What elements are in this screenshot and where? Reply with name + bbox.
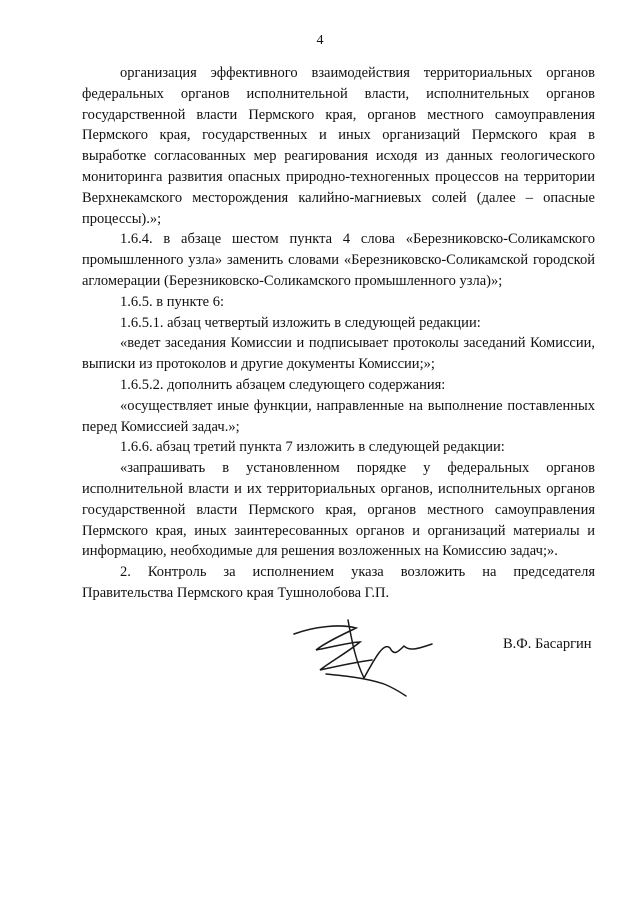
paragraph-1-6-5-1: 1.6.5.1. абзац четвертый изложить в следующей редакции: bbox=[120, 314, 481, 331]
paragraph-1-6-6: 1.6.6. абзац третий пункта 7 изложить в следующей редакции: bbox=[120, 439, 505, 456]
paragraph-quote-meetings: «ведет заседания Комиссии и подписывает протоколы заседаний Комиссии, выписки из протоколов и другие документы Комиссии;»; bbox=[82, 335, 595, 373]
document-body bbox=[82, 63, 595, 604]
paragraph-control: 2. Контроль за исполнением указа возложить на председателя Правительства Пермского края Тушнолобова Г.П. bbox=[82, 564, 595, 601]
paragraph-coordination: организация эффективного взаимодействия территориальных органов федеральных органов исполнительной власти, исполнительных органов государственной власти Пермского края, органов местного самоуправления Пермского края, государственных и иных организаций Пермского края в выработке согласованных мер реагирования исходя из данных геологического мониторинга развития опасных природно-техногенных процессов на территории Верхнекамского месторождения калийно-магниевых солей (далее – опасные процессы).»; bbox=[82, 65, 595, 227]
paragraph-1-6-5: 1.6.5. в пункте 6: bbox=[120, 293, 225, 310]
handwritten-signature bbox=[286, 612, 436, 702]
paragraph-quote-functions: «осуществляет иные функции, направленные на выполнение поставленных перед Комиссией задач.»; bbox=[82, 397, 595, 435]
signer-name: В.Ф. Басаргин bbox=[503, 636, 592, 652]
paragraph-1-6-4: 1.6.4. в абзаце шестом пункта 4 слова «Березниковско-Соликамского промышленного узла» заменить словами «Березниковско-Соликамской городской агломерации (Березниковско-Соликамского промышленного узла)»; bbox=[82, 231, 595, 289]
paragraph-1-6-5-2: 1.6.5.2. дополнить абзацем следующего содержания: bbox=[120, 376, 446, 393]
paragraph-quote-request: «запрашивать в установленном порядке у федеральных органов исполнительной власти и их территориальных органов, исполнительных органов государственной власти Пермского края, органов местного самоуправления Пермского края, иных заинтересованных органов и организаций материалы и информацию, необходимые для решения возложенных на Комиссию задач;». bbox=[82, 460, 595, 560]
page-number: 4 bbox=[316, 33, 324, 48]
